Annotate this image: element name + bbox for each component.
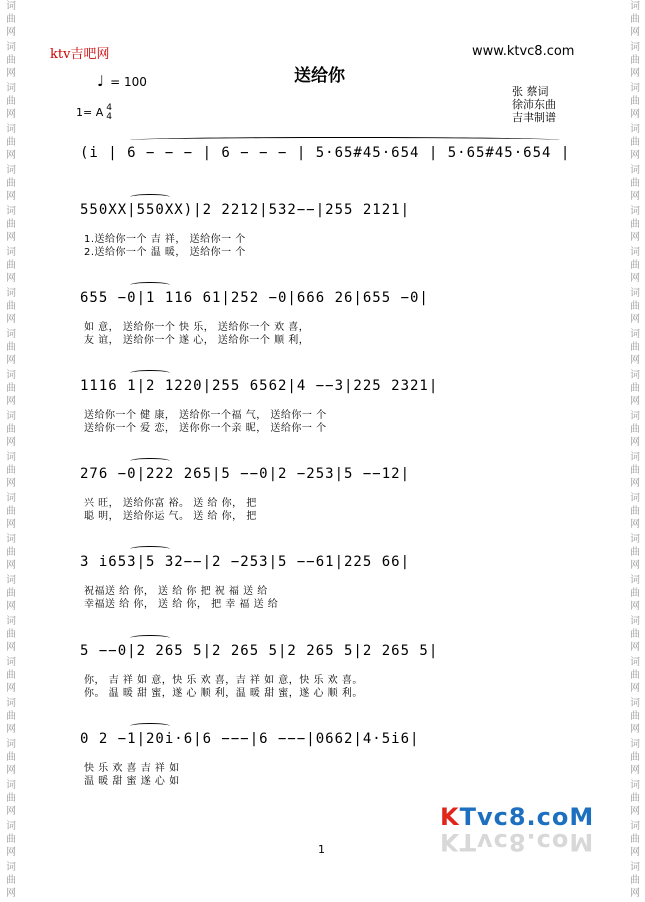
- watermark-char: 词: [6, 206, 16, 217]
- watermark-char: 网: [6, 519, 16, 530]
- watermark-char: 曲: [6, 547, 16, 558]
- watermark-char: 词: [6, 288, 16, 299]
- lyric-line: 友 谊， 送给你一个 遂 心， 送给你一个 顺 利，: [84, 335, 310, 346]
- logo-rest: Tvc8.coM: [459, 803, 595, 831]
- song-title: 送给你: [294, 66, 345, 86]
- watermark-char: 词: [6, 739, 16, 750]
- watermark-char: 曲: [630, 301, 640, 312]
- watermark-char: 曲: [6, 465, 16, 476]
- watermark-char: 曲: [6, 137, 16, 148]
- notation-row: 3 i653|5 32−−|2 −253|5 −−61|225 66|: [80, 554, 411, 570]
- watermark-char: 词: [6, 493, 16, 504]
- watermark-char: 词: [630, 42, 640, 53]
- watermark-char: 词: [630, 1, 640, 12]
- lyric-line: 兴 旺， 送给你富 裕。 送 给 你， 把: [84, 498, 257, 509]
- watermark-char: 曲: [6, 301, 16, 312]
- watermark-char: 网: [630, 601, 640, 612]
- credit-composer: 徐沛东曲: [512, 98, 556, 111]
- time-signature: [106, 104, 112, 122]
- watermark-char: 词: [6, 534, 16, 545]
- watermark-char: 词: [6, 329, 16, 340]
- notation-row: 0 2 −1|20i·6|6 −−−|6 −−−|0662|4·5i6|: [80, 731, 420, 747]
- lyric-line: 温 暖 甜 蜜 遂 心 如: [84, 776, 180, 787]
- tempo-marking: [97, 72, 147, 90]
- watermark-char: 网: [630, 150, 640, 161]
- watermark-char: 网: [630, 191, 640, 202]
- watermark-char: 曲: [630, 342, 640, 353]
- watermark-char: 词: [6, 411, 16, 422]
- watermark-char: 网: [6, 396, 16, 407]
- logo-k: K: [440, 803, 460, 831]
- watermark-char: 曲: [6, 752, 16, 763]
- watermark-char: 网: [6, 478, 16, 489]
- lyric-line: 聪 明， 送给你运 气。 送 给 你， 把: [84, 511, 257, 522]
- lyric-line: 你。 温 暖 甜 蜜，遂 心 顺 利，温 暖 甜 蜜，遂 心 顺 利。: [84, 688, 363, 699]
- watermark-char: 曲: [6, 506, 16, 517]
- watermark-char: 网: [630, 355, 640, 366]
- lyric-line: 1.送给你一个 吉 祥， 送给你一 个: [84, 234, 246, 245]
- watermark-char: 词: [630, 165, 640, 176]
- credit-lyricist: 张 蔡词: [512, 85, 549, 98]
- watermark-char: 曲: [630, 137, 640, 148]
- page-number: 1: [318, 843, 325, 856]
- watermark-char: 词: [6, 1, 16, 12]
- watermark-char: 网: [6, 437, 16, 448]
- slur-arc: [130, 723, 170, 729]
- watermark-char: 网: [6, 273, 16, 284]
- site-url[interactable]: www.ktvc8.com: [472, 44, 575, 59]
- ktvc8-logo[interactable]: [440, 803, 594, 831]
- watermark-char: 网: [630, 724, 640, 735]
- notation-row: 1116 1|2 1220|255 6562|4 −−3|225 2321|: [80, 378, 439, 394]
- watermark-char: 网: [6, 560, 16, 571]
- watermark-char: 曲: [6, 383, 16, 394]
- slur-arc: [130, 546, 170, 552]
- lyric-line: 你， 吉 祥 如 意，快 乐 欢 喜，吉 祥 如 意，快 乐 欢 喜。: [84, 675, 363, 686]
- watermark-char: 曲: [6, 629, 16, 640]
- watermark-char: 网: [6, 150, 16, 161]
- watermark-char: 曲: [6, 260, 16, 271]
- slur-arc: [130, 458, 170, 464]
- watermark-char: 词: [6, 821, 16, 832]
- watermark-char: 网: [630, 683, 640, 694]
- watermark-char: 词: [6, 657, 16, 668]
- watermark-char: 网: [6, 68, 16, 79]
- watermark-char: 词: [630, 739, 640, 750]
- watermark-char: 词: [6, 83, 16, 94]
- watermark-char: 词: [6, 698, 16, 709]
- watermark-char: 网: [6, 765, 16, 776]
- watermark-char: 词: [630, 534, 640, 545]
- watermark-char: 词: [630, 493, 640, 504]
- watermark-char: 网: [6, 642, 16, 653]
- watermark-char: 曲: [6, 55, 16, 66]
- watermark-char: 词: [6, 575, 16, 586]
- key-label: 1= A: [76, 106, 104, 119]
- watermark-char: 曲: [630, 793, 640, 804]
- credit-transcriber: 吉聿制谱: [512, 111, 556, 124]
- watermark-char: 词: [6, 124, 16, 135]
- watermark-char: 网: [6, 314, 16, 325]
- watermark-char: 网: [630, 806, 640, 817]
- watermark-char: 词: [6, 780, 16, 791]
- watermark-char: 曲: [6, 711, 16, 722]
- key-signature: [76, 104, 112, 122]
- watermark-char: 曲: [630, 547, 640, 558]
- lyric-line: 2.送给你一个 温 暖， 送给你一 个: [84, 247, 246, 258]
- watermark-char: 曲: [630, 260, 640, 271]
- notation-row: 5 −−0|2 265 5|2 265 5|2 265 5|2 265 5|: [80, 643, 439, 659]
- watermark-char: 曲: [6, 14, 16, 25]
- quarter-note-icon: ♩: [97, 72, 105, 90]
- watermark-char: 词: [6, 165, 16, 176]
- watermark-char: 曲: [630, 219, 640, 230]
- watermark-char: 网: [6, 724, 16, 735]
- watermark-char: 曲: [630, 752, 640, 763]
- watermark-char: 曲: [6, 424, 16, 435]
- watermark-char: 曲: [630, 629, 640, 640]
- lyric-line: 送给你一个 健 康， 送给你一个福 气， 送给你一 个: [84, 410, 327, 421]
- watermark-char: 词: [630, 616, 640, 627]
- watermark-char: 曲: [630, 834, 640, 845]
- watermark-char: 词: [630, 657, 640, 668]
- watermark-char: 词: [630, 411, 640, 422]
- watermark-char: 网: [630, 68, 640, 79]
- watermark-char: 网: [630, 232, 640, 243]
- watermark-char: 词: [6, 370, 16, 381]
- watermark-char: 词: [630, 698, 640, 709]
- watermark-char: 曲: [6, 219, 16, 230]
- slur-arc: [130, 194, 170, 200]
- watermark-char: 曲: [630, 588, 640, 599]
- watermark-char: 网: [6, 601, 16, 612]
- watermark-char: 网: [630, 478, 640, 489]
- watermark-char: 网: [630, 888, 640, 899]
- watermark-char: 曲: [630, 670, 640, 681]
- credits: [512, 85, 556, 124]
- notation-row: 655 −0|1 116 61|252 −0|666 26|655 −0|: [80, 290, 429, 306]
- watermark-char: 曲: [6, 670, 16, 681]
- watermark-char: 曲: [6, 875, 16, 886]
- watermark-char: 曲: [6, 588, 16, 599]
- tempo-value: = 100: [110, 75, 147, 89]
- lyric-line: 幸福送 给 你， 送 给 你， 把 幸 福 送 给: [84, 599, 279, 610]
- slur-arc: [130, 137, 560, 143]
- watermark-char: 曲: [630, 875, 640, 886]
- watermark-char: 网: [630, 642, 640, 653]
- watermark-char: 网: [630, 560, 640, 571]
- watermark-char: 词: [630, 288, 640, 299]
- watermark-char: 词: [6, 862, 16, 873]
- watermark-char: 词: [630, 821, 640, 832]
- watermark-char: 曲: [6, 834, 16, 845]
- lyric-line: 祝福送 给 你， 送 给 你 把 祝 福 送 给: [84, 586, 268, 597]
- watermark-char: 网: [630, 109, 640, 120]
- watermark-char: 网: [6, 191, 16, 202]
- watermark-char: 网: [630, 765, 640, 776]
- watermark-char: 曲: [6, 342, 16, 353]
- watermark-char: 词: [630, 329, 640, 340]
- watermark-char: 曲: [630, 55, 640, 66]
- watermark-char: 网: [6, 888, 16, 899]
- right-watermark-strip: [628, 0, 642, 902]
- watermark-char: 曲: [630, 711, 640, 722]
- watermark-char: 网: [6, 683, 16, 694]
- watermark-char: 曲: [630, 383, 640, 394]
- watermark-char: 曲: [6, 96, 16, 107]
- watermark-char: 曲: [630, 424, 640, 435]
- slur-arc: [130, 370, 170, 376]
- watermark-char: 词: [630, 370, 640, 381]
- watermark-char: 网: [6, 27, 16, 38]
- watermark-char: 网: [6, 232, 16, 243]
- watermark-char: 网: [630, 273, 640, 284]
- watermark-char: 词: [630, 780, 640, 791]
- watermark-char: 词: [6, 452, 16, 463]
- watermark-char: 网: [6, 806, 16, 817]
- watermark-char: 曲: [6, 178, 16, 189]
- time-bottom: 4: [106, 112, 112, 122]
- watermark-char: 词: [630, 124, 640, 135]
- logo-reflection: KTvc8.coM: [440, 828, 595, 856]
- site-brand[interactable]: ktv吉吧网: [50, 47, 110, 62]
- watermark-char: 词: [6, 42, 16, 53]
- watermark-char: 网: [630, 27, 640, 38]
- lyric-line: 快 乐 欢 喜 吉 祥 如: [84, 763, 180, 774]
- watermark-char: 曲: [630, 178, 640, 189]
- watermark-char: 词: [630, 862, 640, 873]
- watermark-char: 网: [6, 109, 16, 120]
- watermark-char: 网: [6, 355, 16, 366]
- slur-arc: [130, 635, 170, 641]
- watermark-char: 网: [630, 519, 640, 530]
- watermark-char: 曲: [630, 465, 640, 476]
- watermark-char: 词: [630, 206, 640, 217]
- watermark-char: 词: [630, 83, 640, 94]
- watermark-char: 网: [630, 437, 640, 448]
- watermark-char: 网: [630, 847, 640, 858]
- watermark-char: 词: [630, 575, 640, 586]
- watermark-char: 曲: [630, 14, 640, 25]
- notation-row: (i | 6 − − − | 6 − − − | 5·65#45·654 | 5·65#45·654 |: [80, 145, 571, 161]
- watermark-char: 词: [630, 452, 640, 463]
- watermark-char: 词: [630, 247, 640, 258]
- left-watermark-strip: [4, 0, 18, 902]
- watermark-char: 曲: [6, 793, 16, 804]
- time-top: 4: [106, 103, 112, 113]
- watermark-char: 网: [630, 396, 640, 407]
- notation-row: 276 −0|222 265|5 −−0|2 −253|5 −−12|: [80, 466, 411, 482]
- notation-row: 550XX|550XX)|2 2212|532−−|255 2121|: [80, 202, 411, 218]
- watermark-char: 曲: [630, 506, 640, 517]
- watermark-char: 网: [630, 314, 640, 325]
- watermark-char: 网: [6, 847, 16, 858]
- slur-arc: [130, 282, 170, 288]
- lyric-line: 如 意， 送给你一个 快 乐， 送给你一个 欢 喜，: [84, 322, 310, 333]
- watermark-char: 词: [6, 247, 16, 258]
- watermark-char: 曲: [630, 96, 640, 107]
- watermark-char: 词: [6, 616, 16, 627]
- lyric-line: 送给你一个 爱 恋， 送你你一个亲 昵， 送给你一 个: [84, 423, 327, 434]
